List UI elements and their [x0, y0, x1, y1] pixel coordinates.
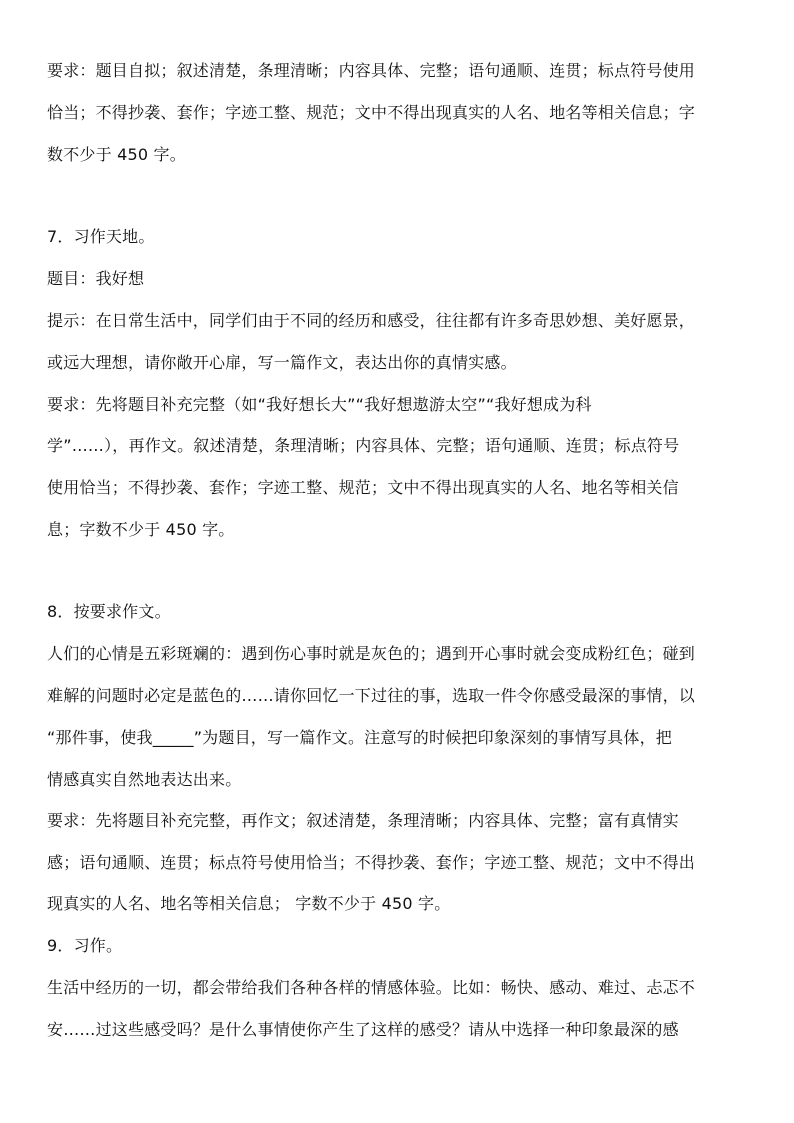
text-line: 生活中经历的一切，都会带给我们各种各样的情感体验。比如：畅快、感动、难过、忐忑不	[47, 978, 696, 997]
text-line: 现真实的人名、地名等相关信息； 字数不少于 450 字。	[47, 894, 451, 913]
text-line: 提示：在日常生活中，同学们由于不同的经历和感受，往往都有许多奇思妙想、美好愿景，	[47, 311, 696, 330]
text-line: 人们的心情是五彩斑斓的：遇到伤心事时就是灰色的；遇到开心事时就会变成粉红色；碰到	[47, 644, 696, 663]
text-line: 数不少于 450 字。	[47, 145, 186, 164]
question-heading: 9．习作。	[47, 936, 123, 955]
text-line: 题目：我好想	[47, 269, 145, 288]
text-line: 情感真实自然地表达出来。	[47, 770, 242, 789]
text-line: 要求：先将题目补充完整，再作文；叙述清楚，条理清晰；内容具体、完整；富有真情实	[47, 811, 679, 830]
text-line: 感；语句通顺、连贯；标点符号使用恰当；不得抄袭、套作；字迹工整、规范；文中不得出	[47, 853, 696, 872]
text-line: “那件事，使我_____”为题目，写一篇作文。注意写的时候把印象深刻的事情写具体，把	[47, 728, 672, 747]
question-heading: 8．按要求作文。	[47, 602, 171, 621]
text-line: 难解的问题时必定是蓝色的……请你回忆一下过往的事，选取一件令你感受最深的事情，以	[47, 686, 696, 705]
text-line: 或远大理想，请你敞开心扉，写一篇作文，表达出你的真情实感。	[47, 353, 517, 372]
text-line: 要求：题目自拟；叙述清楚，条理清晰；内容具体、完整；语句通顺、连贯；标点符号使用	[47, 61, 696, 80]
text-line: 安……过这些感受吗？是什么事情使你产生了这样的感受？请从中选择一种印象最深的感	[47, 1020, 679, 1039]
text-line: 息；字数不少于 450 字。	[47, 520, 235, 539]
question-heading: 7．习作天地。	[47, 227, 155, 246]
text-line: 学”……），再作文。叙述清楚，条理清晰；内容具体、完整；语句通顺、连贯；标点符号	[47, 436, 680, 455]
text-line: 要求：先将题目补充完整（如“我好想长大”“我好想遨游太空”“我好想成为科	[47, 395, 592, 414]
text-line: 恰当；不得抄袭、套作；字迹工整、规范；文中不得出现真实的人名、地名等相关信息；字	[47, 103, 696, 122]
text-line: 使用恰当；不得抄袭、套作；字迹工整、规范；文中不得出现真实的人名、地名等相关信	[47, 478, 679, 497]
